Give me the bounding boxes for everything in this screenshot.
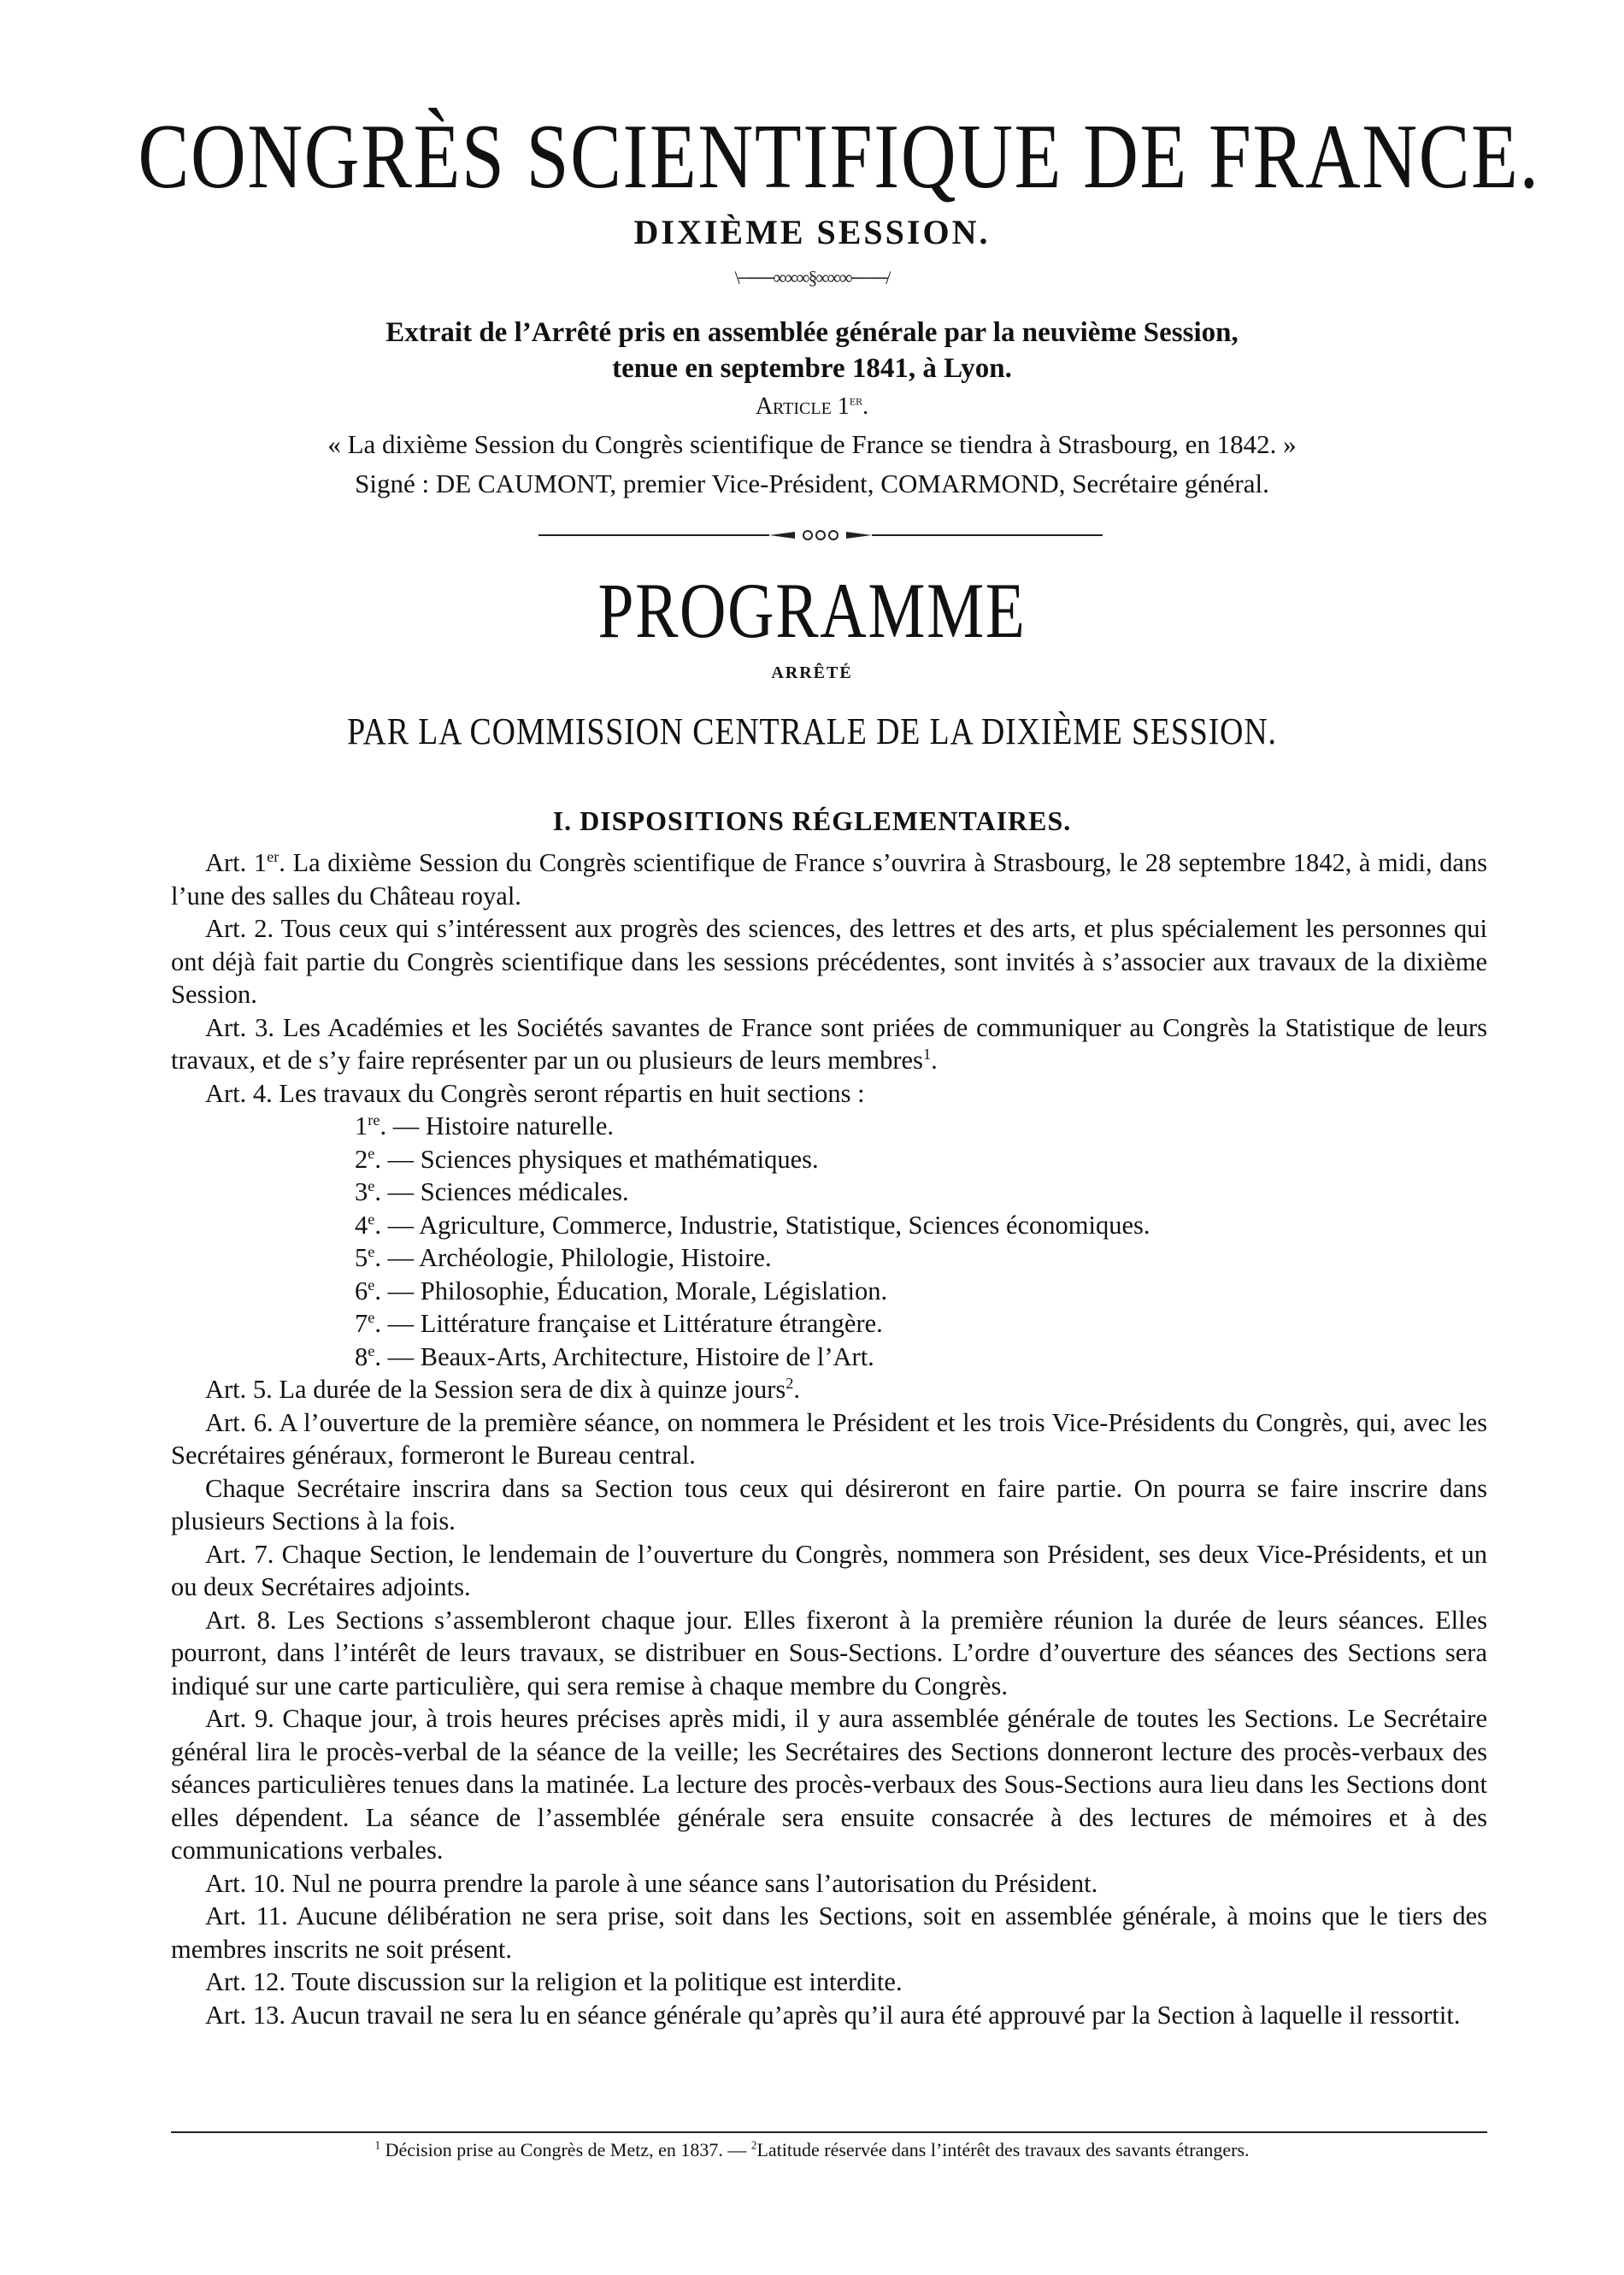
article-2: Art. 2. Tous ceux qui s’intéressent aux progrès des sciences, des lettres et des arts, et plus spécialement les personnes qui ont déjà fait partie du Congrès scientifique dans les sessions précédentes, sont invités à s’associer aux travaux de la dixième Session.: [171, 914, 1487, 1009]
section-heading: I. DISPOSITIONS RÉGLEMENTAIRES.: [552, 805, 1072, 836]
article-3-end: .: [931, 1046, 938, 1075]
article-13: Art. 13. Aucun travail ne sera lu en séance générale qu’après qu’il aura été approuvé par la Section à laquelle il ressortit.: [205, 2000, 1461, 2030]
list-item: [171, 1307, 1487, 1341]
sections-list: [171, 1110, 1487, 1373]
section-num: 4: [355, 1210, 368, 1240]
arrete-label: ARRÊTÉ: [771, 663, 853, 682]
footnote-ref-1: 1: [922, 1045, 932, 1063]
footnote-1: Décision prise au Congrès de Metz, en 1837. —: [380, 2139, 751, 2160]
section-num: 3: [355, 1177, 368, 1206]
section-sup: e: [368, 1308, 375, 1326]
article-label-dot: .: [862, 393, 869, 420]
section-num: 7: [355, 1309, 368, 1338]
section-sup: e: [368, 1341, 375, 1359]
list-item: [171, 1110, 1487, 1143]
section-text: . — Philosophie, Éducation, Morale, Législation.: [374, 1276, 888, 1305]
footnote-2-mark: 2: [750, 2138, 757, 2152]
article-label-text: Article 1: [755, 393, 850, 420]
article-6-continued: Chaque Secrétaire inscrira dans sa Section tous ceux qui désireront en faire partie. On pourra se faire inscrire dans plusieurs Sections à la fois.: [171, 1473, 1487, 1535]
article-1-text: . La dixième Session du Congrès scientifique de France s’ouvrira à Strasbourg, le 28 septembre 1842, à midi, dans l’une des salles du Château royal.: [171, 848, 1487, 911]
extrait-line-2: tenue en septembre 1841, à Lyon.: [612, 353, 1012, 384]
list-item: [171, 1241, 1487, 1275]
article-label: [0, 393, 1624, 421]
section-sup: e: [368, 1276, 375, 1294]
section-text: . — Littérature française et Littérature étrangère.: [374, 1309, 883, 1338]
article-9: Art. 9. Chaque jour, à trois heures précises après midi, il y aura assemblée générale de toutes les Sections. Le Secrétaire général lira le procès-verbal de la séance de la veille; les Secrétaires des Sections donneront lecture des procès-verbaux des séances particulières tenues dans la matinée. La lecture des procès-verbaux des Sous-Sections aura lieu dans les Sections dont elles dépendent. La séance de l’assemblée générale sera ensuite consacrée à des lectures de mémoires et à des communications verbales.: [171, 1704, 1487, 1865]
article-11: Art. 11. Aucune délibération ne sera prise, soit dans les Sections, soit en assemblée générale, à moins que le tiers des membres inscrits ne soit présent.: [171, 1901, 1487, 1964]
article-5: [171, 1373, 1487, 1406]
footnote-2: Latitude réservée dans l’intérêt des travaux des savants étrangers.: [756, 2139, 1250, 2160]
list-item: [171, 1275, 1487, 1308]
programme-title: PROGRAMME: [597, 567, 1027, 654]
ornament-divider: \───∞∞∞§∞∞∞───/: [734, 267, 890, 288]
article-1: [171, 846, 1487, 912]
article-label-sup: er: [849, 392, 863, 409]
section-num: 5: [355, 1243, 368, 1272]
list-item: [171, 1209, 1487, 1242]
articles-body: [171, 846, 1487, 2031]
list-item: [171, 1176, 1487, 1209]
section-text: . — Beaux-Arts, Architecture, Histoire de l’Art.: [374, 1341, 874, 1371]
main-title: CONGRÈS SCIENTIFIQUE DE FRANCE.: [138, 106, 1540, 208]
ornamental-rule: [538, 528, 1103, 542]
section-text: . — Archéologie, Philologie, Histoire.: [374, 1243, 772, 1272]
section-num: 6: [355, 1276, 368, 1305]
list-item: [171, 1341, 1487, 1374]
article-3: [171, 1011, 1487, 1077]
section-text: . — Histoire naturelle.: [380, 1111, 615, 1140]
section-num: 1: [355, 1111, 368, 1140]
article-6: Art. 6. A l’ouverture de la première séance, on nommera le Président et les trois Vice-Présidents du Congrès, qui, avec les Secrétaires généraux, formeront le Bureau central.: [171, 1407, 1487, 1470]
article-4: Art. 4. Les travaux du Congrès seront répartis en huit sections :: [205, 1078, 865, 1108]
programme-subtitle: PAR LA COMMISSION CENTRALE DE LA DIXIÈME SESSION.: [347, 710, 1277, 752]
article-3-text: Art. 3. Les Académies et les Sociétés savantes de France sont priées de communiquer au Congrès la Statistique de leurs travaux, et de s’y faire représenter par un ou plusieurs de leurs membres: [171, 1012, 1487, 1075]
section-num: 2: [355, 1144, 368, 1174]
article-5-text: Art. 5. La durée de la Session sera de dix à quinze jours: [205, 1375, 786, 1404]
section-sup: e: [368, 1210, 375, 1228]
footnotes: [0, 2139, 1624, 2161]
signature-line: Signé : DE CAUMONT, premier Vice-Président, COMARMOND, Secrétaire général.: [355, 469, 1269, 498]
section-sup: e: [368, 1242, 375, 1260]
section-text: . — Sciences médicales.: [374, 1177, 629, 1206]
section-text: . — Sciences physiques et mathématiques.: [374, 1144, 819, 1174]
article-1-label: Art. 1: [205, 848, 268, 877]
extrait-line-1: Extrait de l’Arrêté pris en assemblée générale par la neuvième Session,: [385, 317, 1239, 348]
article-1-sup: er: [267, 847, 279, 865]
section-sup: e: [368, 1176, 375, 1194]
article-8: Art. 8. Les Sections s’assembleront chaque jour. Elles fixeront à la première réunion la durée de leurs séances. Elles pourront, dans l’intérêt de leurs travaux, se distribuer en Sous-Sections. L’ordre d’ouverture des séances des Sections sera indiqué sur une carte particulière, qui sera remise à chaque membre du Congrès.: [171, 1605, 1487, 1700]
article-5-end: .: [793, 1375, 801, 1404]
article-quote: « La dixième Session du Congrès scientifique de France se tiendra à Strasbourg, en 1842. »: [327, 429, 1297, 459]
extrait-heading: [0, 315, 1624, 386]
footnote-rule: [171, 2131, 1487, 2133]
article-7: Art. 7. Chaque Section, le lendemain de l’ouverture du Congrès, nommera son Président, ses deux Vice-Présidents, et un ou deux Secrétaires adjoints.: [171, 1539, 1487, 1601]
section-sup: e: [368, 1144, 375, 1162]
footnote-1-mark: 1: [374, 2138, 381, 2152]
article-10: Art. 10. Nul ne pourra prendre la parole à une séance sans l’autorisation du Président.: [205, 1868, 1098, 1898]
section-num: 8: [355, 1341, 368, 1371]
article-12: Art. 12. Toute discussion sur la religion et la politique est interdite.: [205, 1967, 903, 1996]
list-item: [171, 1143, 1487, 1176]
footnote-ref-2: 2: [786, 1374, 794, 1392]
section-sup: re: [368, 1111, 380, 1129]
session-title: DIXIÈME SESSION.: [633, 213, 991, 251]
section-text: . — Agriculture, Commerce, Industrie, Statistique, Sciences économiques.: [374, 1210, 1150, 1240]
